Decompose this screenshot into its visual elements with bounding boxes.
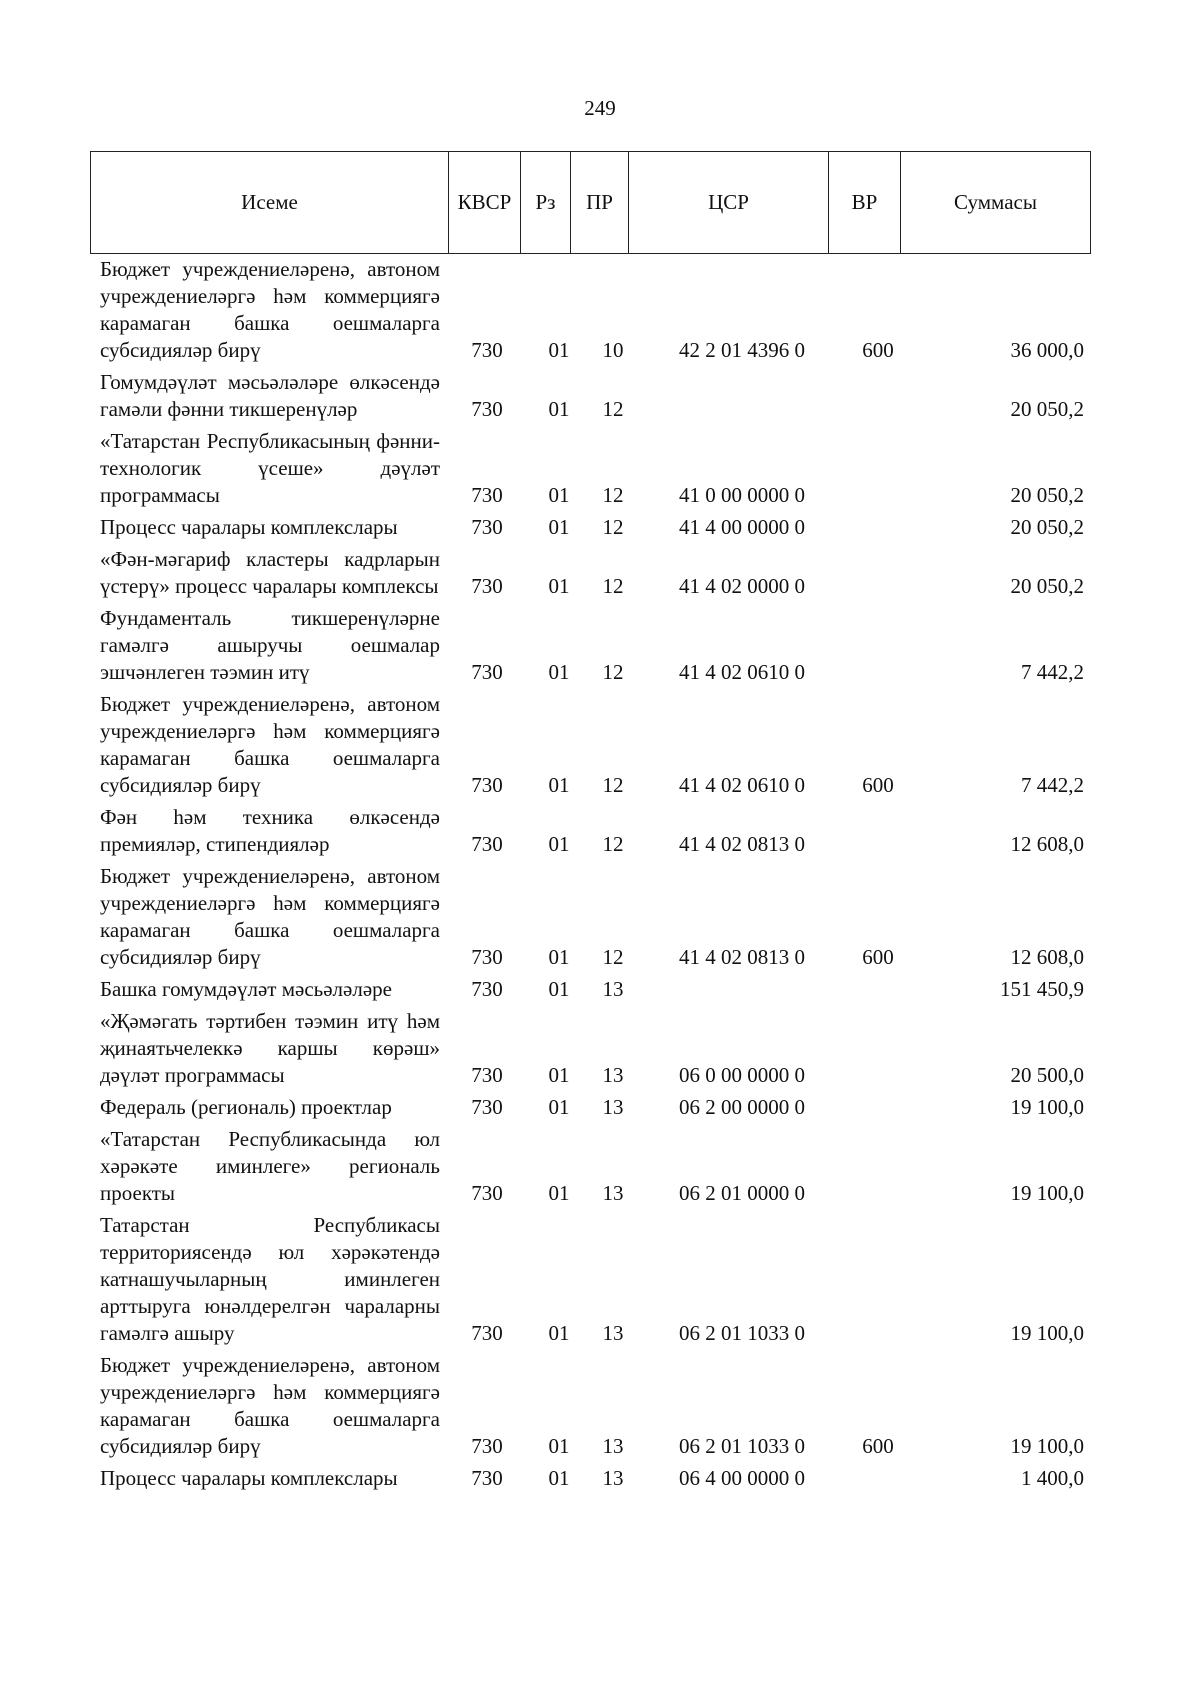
table-row	[100, 691, 1084, 799]
table-row	[100, 1352, 1084, 1460]
table-row	[100, 1465, 1084, 1492]
row-csr: 06 0 00 0000 0	[679, 1063, 805, 1087]
row-name: Башка гомумдәүләт мәсьәләләре	[100, 977, 392, 1001]
row-csr: 41 0 00 0000 0	[679, 483, 805, 507]
row-kvsr: 730	[471, 1434, 503, 1458]
row-rz: 01	[548, 1434, 570, 1458]
header-kvsr: КВСР	[449, 152, 521, 254]
row-sum: 20 050,2	[1010, 397, 1084, 421]
row-sum: 20 050,2	[1010, 574, 1084, 598]
row-sum: 151 450,9	[1000, 977, 1084, 1001]
row-rz: 01	[548, 832, 570, 856]
row-sum: 19 100,0	[1010, 1321, 1084, 1345]
row-pr: 12	[602, 945, 624, 969]
table-row	[100, 256, 1084, 364]
row-name: Процесс чаралары комплекслары	[100, 1466, 398, 1490]
row-csr: 41 4 02 0000 0	[679, 574, 805, 598]
table-row	[100, 976, 1084, 1003]
row-sum: 20 500,0	[1010, 1063, 1084, 1087]
row-name: Процесс чаралары комплекслары	[100, 515, 398, 539]
table-body	[100, 256, 1084, 1497]
row-rz: 01	[548, 1321, 570, 1345]
row-rz: 01	[548, 977, 570, 1001]
row-kvsr: 730	[471, 977, 503, 1001]
row-name: Фундаменталь тикшеренүләрне гамәлгә ашыручы оешмалар эшчәнлеген тәэмин итү	[100, 606, 440, 684]
row-sum: 19 100,0	[1010, 1434, 1084, 1458]
header-sum: Суммасы	[901, 152, 1091, 254]
row-pr: 12	[602, 574, 624, 598]
row-vr: 600	[862, 945, 894, 969]
row-name: Татарстан Республикасы территориясендә юл хәрәкәтендә катнашучыларның иминлеген арттыруга юнәлдерелгән чараларны гамәлгә ашыру	[100, 1213, 440, 1345]
row-kvsr: 730	[471, 773, 503, 797]
row-name: Фән һәм техника өлкәсендә премияләр, стипендияләр	[100, 805, 440, 856]
row-kvsr: 730	[471, 1095, 503, 1119]
header-pr: ПР	[571, 152, 629, 254]
table-row	[100, 605, 1084, 686]
row-name: Федераль (региональ) проектлар	[100, 1095, 392, 1119]
table-row	[100, 804, 1084, 858]
row-rz: 01	[548, 945, 570, 969]
row-csr: 42 2 01 4396 0	[679, 338, 805, 362]
row-rz: 01	[548, 1181, 570, 1205]
row-kvsr: 730	[471, 1181, 503, 1205]
table-header	[90, 151, 1091, 254]
row-kvsr: 730	[471, 338, 503, 362]
row-name: «Татарстан Республикасында юл хәрәкәте иминлеге» региональ проекты	[100, 1127, 440, 1205]
row-rz: 01	[548, 660, 570, 684]
row-pr: 13	[602, 1095, 624, 1119]
row-kvsr: 730	[471, 1321, 503, 1345]
row-name: Бюджет учреждениеләренә, автоном учреждениеләргә һәм коммерциягә карамаган башка оешмаларга субсидияләр бирү	[100, 864, 440, 969]
row-kvsr: 730	[471, 574, 503, 598]
table-row	[100, 863, 1084, 971]
row-kvsr: 730	[471, 1466, 503, 1490]
table-row	[100, 546, 1084, 600]
row-csr: 41 4 02 0610 0	[679, 660, 805, 684]
row-rz: 01	[548, 574, 570, 598]
row-pr: 12	[602, 660, 624, 684]
row-name: Гомумдәүләт мәсьәләләре өлкәсендә гамәли фәнни тикшеренүләр	[100, 370, 440, 421]
row-sum: 19 100,0	[1010, 1181, 1084, 1205]
header-rz: Рз	[521, 152, 571, 254]
row-pr: 12	[602, 483, 624, 507]
row-pr: 13	[602, 1321, 624, 1345]
row-sum: 19 100,0	[1010, 1095, 1084, 1119]
row-csr: 41 4 00 0000 0	[679, 515, 805, 539]
row-vr: 600	[862, 1434, 894, 1458]
table-row	[100, 428, 1084, 509]
row-kvsr: 730	[471, 945, 503, 969]
header-name: Исеме	[91, 152, 449, 254]
row-rz: 01	[548, 1095, 570, 1119]
row-name: «Татарстан Республикасының фәнни-технологик үсеше» дәүләт программасы	[100, 429, 440, 507]
row-pr: 13	[602, 1181, 624, 1205]
row-csr: 41 4 02 0813 0	[679, 945, 805, 969]
row-pr: 13	[602, 1063, 624, 1087]
row-rz: 01	[548, 515, 570, 539]
table-row	[100, 1094, 1084, 1121]
row-rz: 01	[548, 397, 570, 421]
row-sum: 12 608,0	[1010, 945, 1084, 969]
row-pr: 12	[602, 515, 624, 539]
row-csr: 06 4 00 0000 0	[679, 1466, 805, 1490]
row-name: Бюджет учреждениеләренә, автоном учреждениеләргә һәм коммерциягә карамаган башка оешмаларга субсидияләр бирү	[100, 1353, 440, 1458]
table-row	[100, 1126, 1084, 1207]
row-rz: 01	[548, 1466, 570, 1490]
row-pr: 13	[602, 1434, 624, 1458]
table-row	[100, 514, 1084, 541]
row-sum: 20 050,2	[1010, 483, 1084, 507]
table-row	[100, 369, 1084, 423]
row-pr: 13	[602, 1466, 624, 1490]
row-rz: 01	[548, 1063, 570, 1087]
row-rz: 01	[548, 483, 570, 507]
row-name: «Фән-мәгариф кластеры кадрларын үстерү» процесс чаралары комплексы	[100, 547, 440, 598]
row-sum: 7 442,2	[1021, 660, 1084, 684]
row-sum: 12 608,0	[1010, 832, 1084, 856]
row-kvsr: 730	[471, 397, 503, 421]
row-vr: 600	[862, 338, 894, 362]
row-rz: 01	[548, 338, 570, 362]
row-csr: 06 2 01 1033 0	[679, 1321, 805, 1345]
table-row	[100, 1008, 1084, 1089]
row-name: Бюджет учреждениеләренә, автоном учреждениеләргә һәм коммерциягә карамаган башка оешмаларга субсидияләр бирү	[100, 257, 440, 362]
row-sum: 20 050,2	[1010, 515, 1084, 539]
row-kvsr: 730	[471, 515, 503, 539]
row-vr: 600	[862, 773, 894, 797]
row-pr: 12	[602, 397, 624, 421]
row-sum: 7 442,2	[1021, 773, 1084, 797]
row-kvsr: 730	[471, 483, 503, 507]
row-kvsr: 730	[471, 832, 503, 856]
row-pr: 12	[602, 832, 624, 856]
row-csr: 06 2 01 0000 0	[679, 1181, 805, 1205]
row-pr: 12	[602, 773, 624, 797]
page-number: 249	[584, 96, 616, 120]
header-vr: ВР	[829, 152, 901, 254]
row-name: Бюджет учреждениеләренә, автоном учреждениеләргә һәм коммерциягә карамаган башка оешмаларга субсидияләр бирү	[100, 692, 440, 797]
row-kvsr: 730	[471, 660, 503, 684]
row-csr: 41 4 02 0813 0	[679, 832, 805, 856]
row-rz: 01	[548, 773, 570, 797]
row-sum: 36 000,0	[1010, 338, 1084, 362]
row-kvsr: 730	[471, 1063, 503, 1087]
row-pr: 10	[602, 338, 624, 362]
row-name: «Җәмәгать тәртибен тәэмин итү һәм җинаятьчелеккә каршы көрәш» дәүләт программасы	[100, 1009, 440, 1087]
row-csr: 06 2 00 0000 0	[679, 1095, 805, 1119]
header-csr: ЦСР	[629, 152, 829, 254]
row-sum: 1 400,0	[1021, 1466, 1084, 1490]
row-pr: 13	[602, 977, 624, 1001]
table-row	[100, 1212, 1084, 1347]
row-csr: 41 4 02 0610 0	[679, 773, 805, 797]
row-csr: 06 2 01 1033 0	[679, 1434, 805, 1458]
